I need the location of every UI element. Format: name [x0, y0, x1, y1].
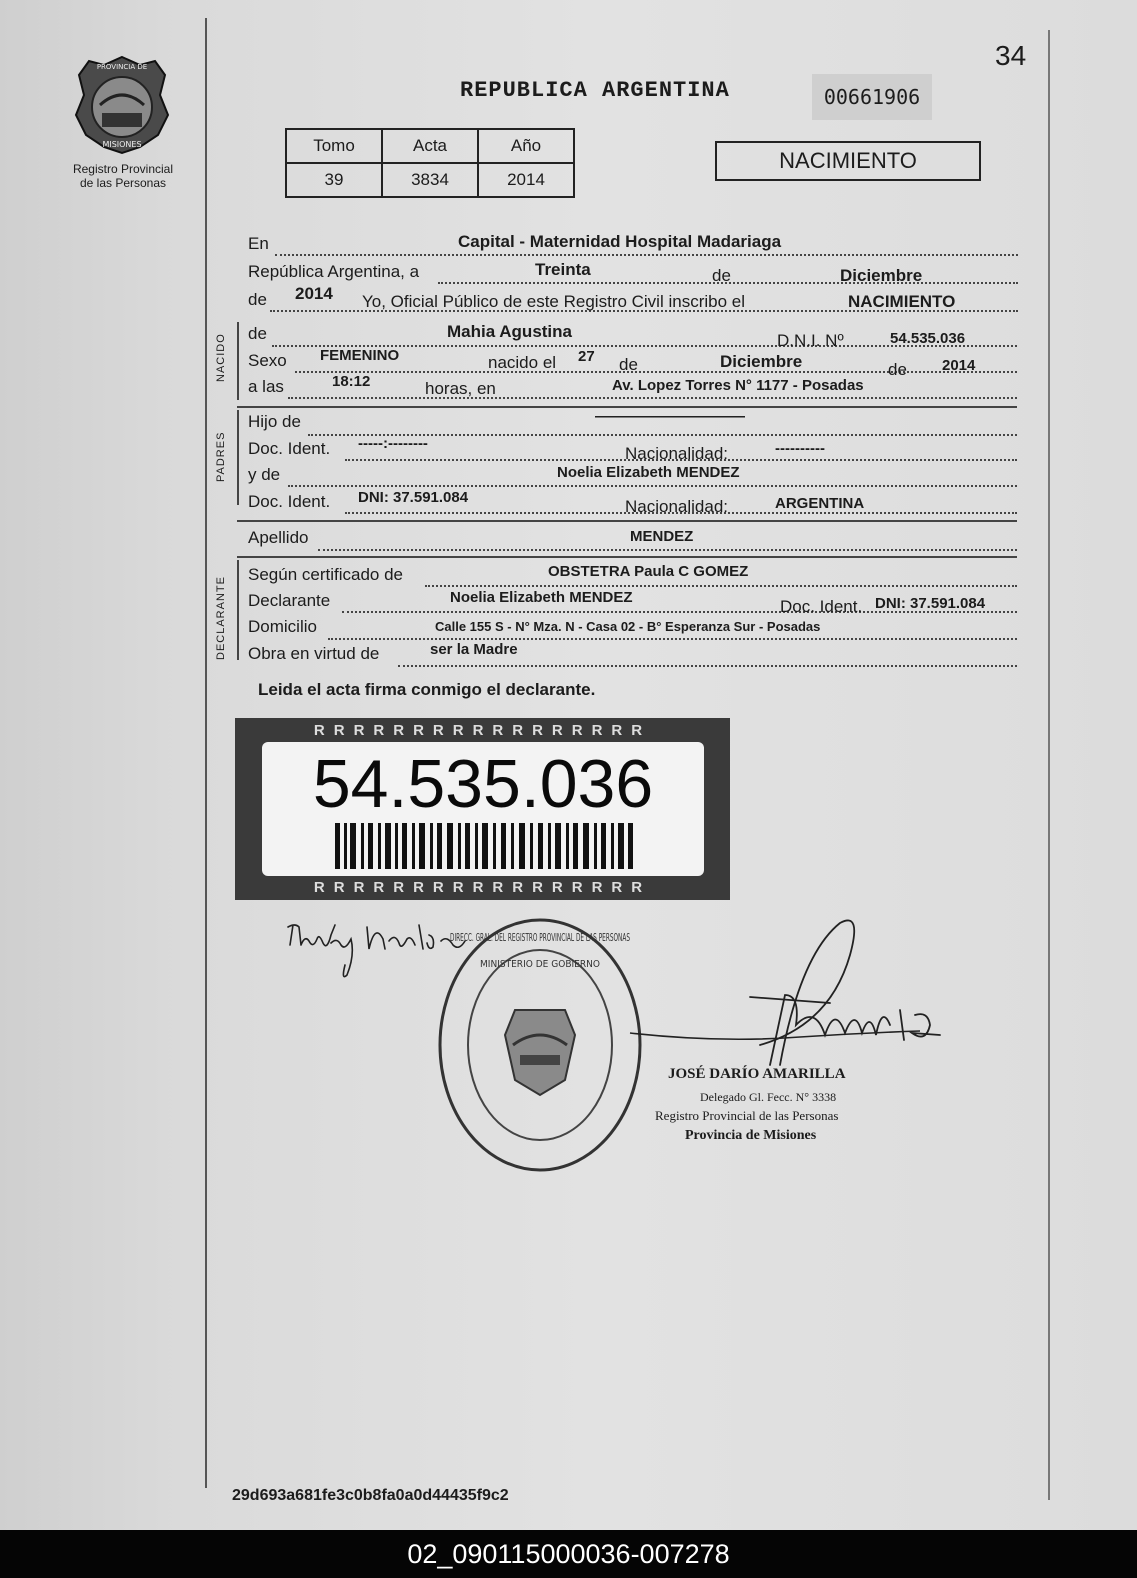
id-stamp-number: 54.535.036	[312, 746, 654, 822]
officer-role: Delegado Gl. Fecc. N° 3338	[700, 1090, 837, 1104]
date-month: Diciembre	[840, 266, 923, 285]
nacido-hours-label: horas, en	[425, 379, 496, 398]
date-label-de: de	[712, 266, 731, 285]
padres-father-doc-label: Doc. Ident.	[248, 439, 331, 458]
registry-table	[285, 128, 575, 198]
place-label: En	[248, 234, 269, 253]
declarante-obra-label: Obra en virtud de	[248, 644, 380, 663]
declarante-cert: OBSTETRA Paula C GOMEZ	[548, 563, 749, 580]
logo-bottom-text: MISIONES	[102, 140, 142, 149]
padres-mother-dots	[288, 485, 1017, 487]
logo-top-text: PROVINCIA DE	[96, 63, 148, 71]
padres-mother-doc: DNI: 37.591.084	[358, 489, 469, 506]
declarante-domicile: Calle 155 S - N° Mza. N - Casa 02 - B° Esperanza Sur - Posadas	[435, 619, 821, 634]
registry-header-acta: Acta	[382, 129, 478, 163]
officer-organization: Registro Provincial de las Personas	[655, 1108, 839, 1123]
apellido-divider	[237, 556, 1017, 558]
apellido-value: MENDEZ	[630, 528, 694, 545]
footer-file-code: 02_090115000036-007278	[0, 1530, 1137, 1578]
registry-value-acta: 3834	[382, 163, 478, 197]
registry-value-anio: 2014	[478, 163, 574, 197]
apellido-label: Apellido	[248, 528, 309, 547]
document-type-box: NACIMIENTO	[715, 141, 981, 181]
year-value: 2014	[295, 284, 333, 303]
registry-header-anio: Año	[478, 129, 574, 163]
nacido-name: Mahia Agustina	[447, 322, 572, 341]
nacido-dni: 54.535.036	[890, 330, 966, 347]
date-label-a: República Argentina, a	[248, 262, 420, 281]
event-type: NACIMIENTO	[848, 292, 956, 311]
nacido-name-label: de	[248, 324, 267, 343]
logo-caption-line1: Registro Provincial	[72, 162, 174, 176]
declarante-name-label: Declarante	[248, 591, 331, 610]
logo-caption	[58, 162, 188, 190]
padres-father: ——————————	[595, 408, 745, 425]
nacido-born-label: nacido el	[488, 353, 557, 372]
place-dots	[275, 254, 1018, 256]
apellido-dots	[318, 549, 1017, 551]
padres-mother-nat: ARGENTINA	[775, 495, 865, 512]
date-day: Treinta	[535, 260, 591, 279]
page-number: 34	[995, 40, 1027, 71]
seal-outer-text: DIRECC. GRAL. DEL REGISTRO PROVINCIAL DE LAS PERSONAS	[450, 931, 631, 944]
nacido-sex-label: Sexo	[248, 351, 287, 370]
padres-mother: Noelia Elizabeth MENDEZ	[557, 464, 740, 481]
year-statement: Yo, Oficial Público de este Registro Civil inscribo el	[362, 292, 745, 311]
declarante-cert-dots	[425, 585, 1017, 587]
declarante-section-label: DECLARANTE	[215, 576, 227, 660]
declarante-domicile-label: Domicilio	[248, 617, 317, 636]
declarante-domicile-dots	[328, 638, 1017, 640]
closing-statement: Leida el acta firma conmigo el declarante.	[258, 680, 596, 699]
declarante-doc: DNI: 37.591.084	[875, 595, 986, 612]
declarante-doc-label: Doc. Ident.	[780, 597, 863, 616]
document-hash: 29d693a681fe3c0b8fa0a0d44435f9c2	[232, 1487, 509, 1504]
nacido-dni-label: D.N.I. Nº	[777, 331, 844, 350]
padres-father-nat: ----------	[775, 440, 825, 457]
id-stamp-bottom-band: RRRRRRRRRRRRRRRRR	[313, 879, 652, 896]
nacido-address: Av. Lopez Torres N° 1177 - Posadas	[612, 377, 864, 394]
nacido-bracket	[237, 322, 239, 400]
nacido-sex: FEMENINO	[320, 347, 400, 364]
id-stamp-top-band: RRRRRRRRRRRRRRRRR	[313, 722, 652, 739]
year-label-de: de	[248, 290, 267, 309]
barcode-image	[335, 823, 635, 869]
declarante-bracket	[237, 560, 239, 660]
declarante-obra: ser la Madre	[430, 641, 518, 658]
declarante-cert-label: Según certificado de	[248, 565, 403, 584]
padres-divider	[237, 520, 1017, 522]
nacido-born-de: de	[619, 355, 638, 374]
padres-section-label: PADRES	[215, 431, 227, 482]
padres-mother-label: y de	[248, 465, 281, 484]
right-margin-rule	[1048, 30, 1050, 1500]
padres-mother-nat-label: Nacionalidad:	[625, 497, 729, 516]
padres-father-nat-label: Nacionalidad:	[625, 444, 729, 463]
province-seal-logo	[70, 55, 175, 155]
declarante-obra-dots	[398, 665, 1017, 667]
padres-mother-doc-label: Doc. Ident.	[248, 492, 331, 511]
nacido-born-year: 2014	[942, 357, 976, 374]
nacido-sex-dots	[295, 371, 1017, 373]
nacido-time-dots	[288, 397, 1017, 399]
nacido-born-month: Diciembre	[720, 352, 803, 371]
nacido-time: 18:12	[332, 373, 371, 390]
place-value: Capital - Maternidad Hospital Madariaga	[458, 232, 782, 251]
left-margin-rule	[205, 18, 207, 1488]
officer-province: Provincia de Misiones	[685, 1128, 817, 1143]
registry-header-tomo: Tomo	[286, 129, 382, 163]
serial-number: 00661906	[812, 74, 932, 120]
nacido-section-label: NACIDO	[215, 333, 227, 382]
logo-caption-line2: de las Personas	[79, 176, 167, 190]
padres-father-doc: -----:--------	[358, 435, 428, 452]
officer-name: JOSÉ DARÍO AMARILLA	[668, 1066, 846, 1082]
registry-value-tomo: 39	[286, 163, 382, 197]
nacido-born-day: 27	[578, 348, 595, 365]
padres-bracket	[237, 410, 239, 505]
nacido-time-label: a las	[248, 377, 284, 396]
nacido-born-de2: de	[888, 360, 907, 379]
seal-inner-text: MINISTERIO DE GOBIERNO	[480, 959, 601, 970]
country-title: REPUBLICA ARGENTINA	[460, 78, 730, 103]
padres-hijo-label: Hijo de	[248, 412, 301, 431]
declarante-name: Noelia Elizabeth MENDEZ	[450, 589, 633, 606]
